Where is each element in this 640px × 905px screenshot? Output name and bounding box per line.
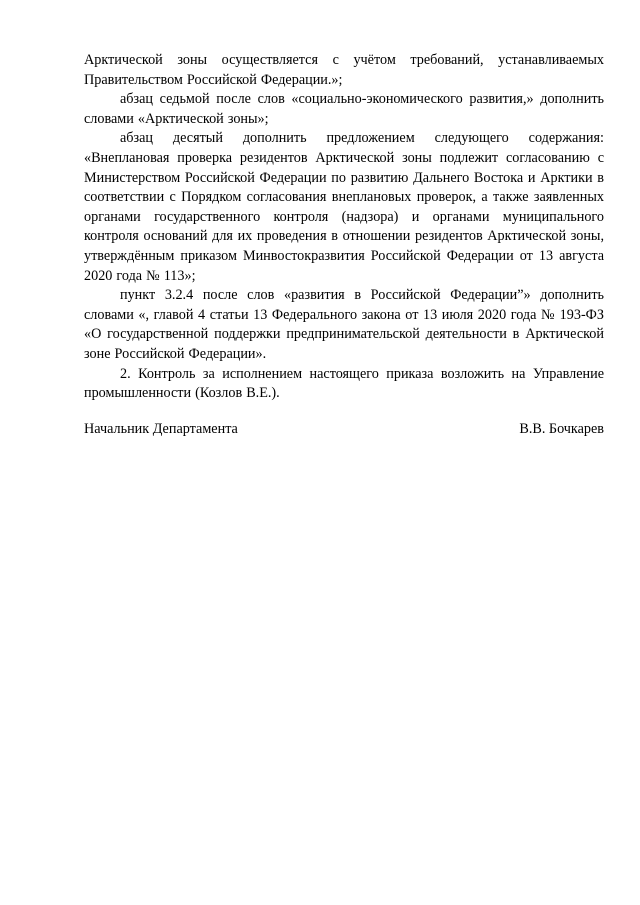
document-body	[84, 51, 604, 404]
signatory-position: Начальник Департамента	[84, 421, 238, 437]
paragraph-tenth-clause: абзац десятый дополнить предложением следующего содержания: «Внеплановая проверка резидентов Арктической зоны подлежит согласованию с Министерством Российской Федерации по развитию Дальнего Востока и Арктики в соответствии с Порядком согласования внеплановых проверок, а также заявленных органами государственного контроля (надзора) и органами муниципального контроля оснований для их проведения в отношении резидентов Арктической зоны, утверждённым приказом Минвостокразвития Российской Федерации от 13 августа 2020 года № 113»;	[84, 130, 604, 284]
paragraph-seventh-clause: абзац седьмой после слов «социально-экономического развития,» дополнить словами «Арктической зоны»;	[84, 91, 604, 127]
signature-block	[84, 420, 604, 440]
paragraph-control-item: 2. Контроль за исполнением настоящего приказа возложить на Управление промышленности (Козлов В.Е.).	[84, 365, 604, 402]
signatory-name: В.В. Бочкарев	[519, 421, 604, 437]
paragraph-item-3-2-4: пункт 3.2.4 после слов «развития в Российской Федерации”» дополнить словами «, главой 4 статьи 13 Федерального закона от 13 июля 2020 года № 193-ФЗ «О государственной поддержки предпринимательской деятельности в Арктической зоне Российской Федерации».	[84, 287, 604, 362]
paragraph-continuation: Арктической зоны осуществляется с учётом требований, устанавливаемых Правительством Российской Федерации.»;	[84, 52, 604, 88]
